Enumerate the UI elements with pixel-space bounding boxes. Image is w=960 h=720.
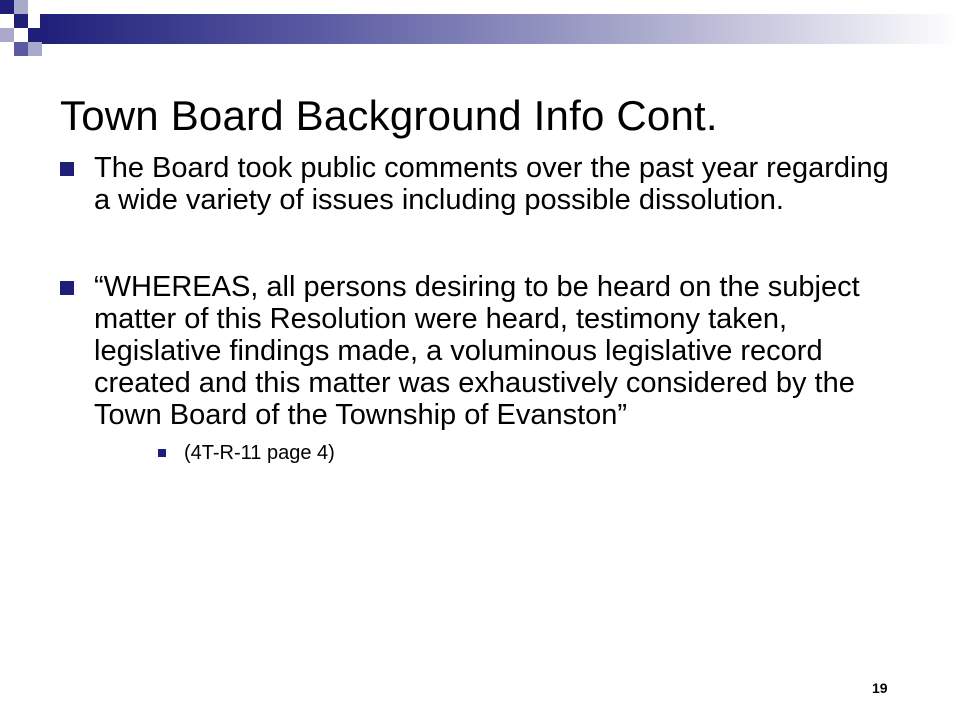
page-number: 19 (872, 680, 888, 696)
bullet-item (60, 271, 910, 431)
slide-content (60, 152, 910, 485)
deco-square-light-1 (14, 0, 28, 14)
sub-bullet-item (60, 441, 910, 465)
deco-square-dark-4 (14, 42, 28, 56)
deco-square-dark-1 (0, 0, 14, 14)
header-gradient-bar (40, 14, 960, 44)
sub-bullet-text: (4T-R-11 page 4) (184, 442, 335, 464)
bullet-text: “WHEREAS, all persons desiring to be heard on the subject matter of this Resolution were heard, testimony taken, legislative findings made, a voluminous legislative record created and this matter was exhaustively considered by the Town Board of the Township of Evanston” (94, 271, 860, 431)
deco-square-light-2 (0, 28, 14, 42)
bullet-square-icon (60, 281, 74, 295)
bullet-item (60, 152, 910, 216)
deco-square-dark-2 (14, 14, 28, 28)
bullet-square-icon (60, 162, 74, 176)
deco-square-light-3 (28, 42, 42, 56)
sub-bullet-square-icon (158, 449, 166, 457)
bullet-text: The Board took public comments over the past year regarding a wide variety of issues including possible dissolution. (94, 152, 889, 216)
deco-square-dark-3 (28, 28, 42, 42)
slide-title: Town Board Background Info Cont. (60, 92, 718, 139)
